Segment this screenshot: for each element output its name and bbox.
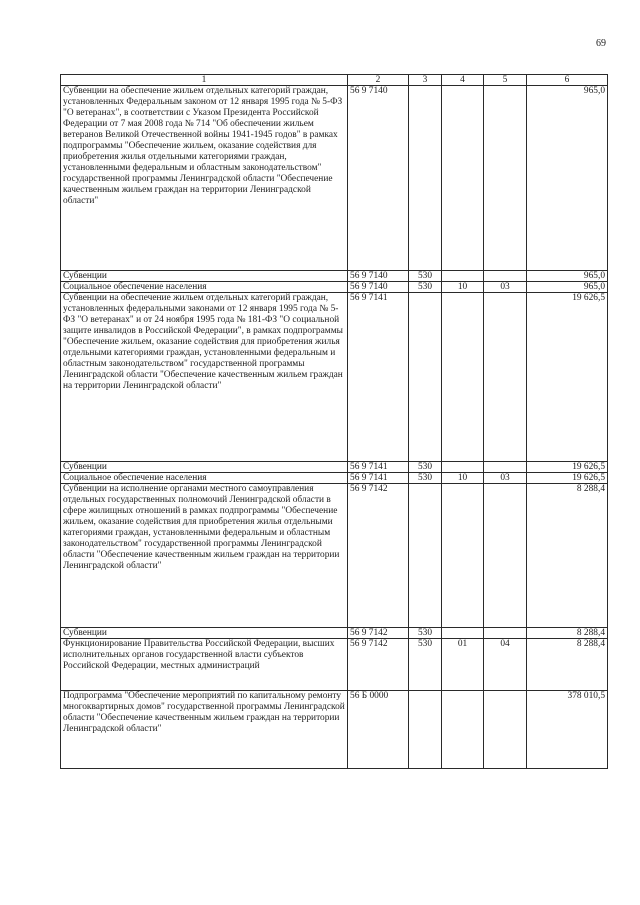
row-pr <box>484 628 527 639</box>
budget-table <box>60 74 608 769</box>
row-name: Социальное обеспечение населения <box>61 282 348 293</box>
row-name: Субвенции на обеспечение жильем отдельных категорий граждан, установленных Федеральным законом от 12 января 1995 года № 5-ФЗ "О ветеранах", в соответствии с Указом Президента Российской Федерации от 7 мая 2008 года № 714 "Об обеспечении жильем ветеранов Великой Отечественной войны 1941-1945 годов" в рамках подпрограммы "Обеспечение жильем, оказание содействия для приобретения жилья отдельными категориями граждан, установленными федеральным и областным законодательством" государственной программы Ленинградской области "Обеспечение качественным жильем граждан на территории Ленинградской области" <box>61 86 348 271</box>
row-sum: 19 626,5 <box>527 462 608 473</box>
row-vr: 530 <box>409 628 442 639</box>
row-csr: 56 Б 0000 <box>348 691 409 769</box>
row-vr: 530 <box>409 473 442 484</box>
header-col-4: 4 <box>442 75 484 86</box>
row-name: Субвенции на обеспечение жильем отдельных категорий граждан, установленных федеральными законами от 12 января 1995 года № 5-ФЗ "О ветеранах" и от 24 ноября 1995 года № 181-ФЗ "О социальной защите инвалидов в Российской Федерации", в рамках подпрограммы "Обеспечение жильем, оказание содействия для приобретения жилья отдельными категориями граждан, установленными федеральным и областным законодательством" государственной программы Ленинградской области "Обеспечение качественным жильем граждан на территории Ленинградской области" <box>61 293 348 462</box>
row-csr: 56 9 7141 <box>348 473 409 484</box>
row-vr <box>409 484 442 628</box>
table-row <box>61 293 608 462</box>
row-sum: 8 288,4 <box>527 628 608 639</box>
row-pr <box>484 271 527 282</box>
row-pr <box>484 86 527 271</box>
row-csr: 56 9 7142 <box>348 639 409 691</box>
row-name: Социальное обеспечение населения <box>61 473 348 484</box>
row-pr: 03 <box>484 282 527 293</box>
table-row <box>61 484 608 628</box>
row-name: Субвенции на исполнение органами местного самоуправления отдельных государственных полномочий Ленинградской области в сфере жилищных отношений в рамках подпрограммы "Обеспечение жильем, оказание содействия для приобретения жилья отдельными категориями граждан, установленными федеральным и областным законодательством" государственной программы Ленинградской области "Обеспечение качественным жильем граждан на территории Ленинградской области" <box>61 484 348 628</box>
row-csr: 56 9 7140 <box>348 86 409 271</box>
row-vr: 530 <box>409 462 442 473</box>
row-rz <box>442 293 484 462</box>
row-csr: 56 9 7140 <box>348 282 409 293</box>
table-row <box>61 462 608 473</box>
row-rz: 01 <box>442 639 484 691</box>
row-rz <box>442 86 484 271</box>
row-vr <box>409 86 442 271</box>
row-rz: 10 <box>442 473 484 484</box>
table-row <box>61 628 608 639</box>
row-rz: 10 <box>442 282 484 293</box>
row-vr: 530 <box>409 271 442 282</box>
table-row <box>61 691 608 769</box>
row-vr: 530 <box>409 282 442 293</box>
row-name: Субвенции <box>61 462 348 473</box>
row-csr: 56 9 7142 <box>348 484 409 628</box>
header-col-5: 5 <box>484 75 527 86</box>
row-csr: 56 9 7142 <box>348 628 409 639</box>
row-sum: 8 288,4 <box>527 639 608 691</box>
row-sum: 965,0 <box>527 86 608 271</box>
row-pr: 04 <box>484 639 527 691</box>
header-col-1: 1 <box>61 75 348 86</box>
row-name: Субвенции <box>61 271 348 282</box>
row-vr <box>409 293 442 462</box>
row-rz <box>442 691 484 769</box>
row-csr: 56 9 7140 <box>348 271 409 282</box>
row-csr: 56 9 7141 <box>348 293 409 462</box>
row-csr: 56 9 7141 <box>348 462 409 473</box>
table-row <box>61 473 608 484</box>
row-pr: 03 <box>484 473 527 484</box>
row-pr <box>484 691 527 769</box>
row-rz <box>442 271 484 282</box>
row-rz <box>442 628 484 639</box>
table-header-row <box>61 75 608 86</box>
row-name: Функционирование Правительства Российской Федерации, высших исполнительных органов государственной власти субъектов Российской Федерации, местных администраций <box>61 639 348 691</box>
row-sum: 19 626,5 <box>527 473 608 484</box>
row-vr <box>409 691 442 769</box>
table-row <box>61 639 608 691</box>
row-pr <box>484 462 527 473</box>
table-row <box>61 271 608 282</box>
row-vr: 530 <box>409 639 442 691</box>
row-sum: 8 288,4 <box>527 484 608 628</box>
row-sum: 378 010,5 <box>527 691 608 769</box>
table-row <box>61 86 608 271</box>
row-pr <box>484 293 527 462</box>
row-sum: 965,0 <box>527 271 608 282</box>
row-sum: 19 626,5 <box>527 293 608 462</box>
row-name: Подпрограмма "Обеспечение мероприятий по капитальному ремонту многоквартирных домов" государственной программы Ленинградской области "Обеспечение качественным жильем граждан на территории Ленинградской области" <box>61 691 348 769</box>
row-rz <box>442 484 484 628</box>
page-number: 69 <box>596 38 606 49</box>
row-name: Субвенции <box>61 628 348 639</box>
row-rz <box>442 462 484 473</box>
header-col-2: 2 <box>348 75 409 86</box>
header-col-6: 6 <box>527 75 608 86</box>
row-sum: 965,0 <box>527 282 608 293</box>
table-row <box>61 282 608 293</box>
row-pr <box>484 484 527 628</box>
header-col-3: 3 <box>409 75 442 86</box>
